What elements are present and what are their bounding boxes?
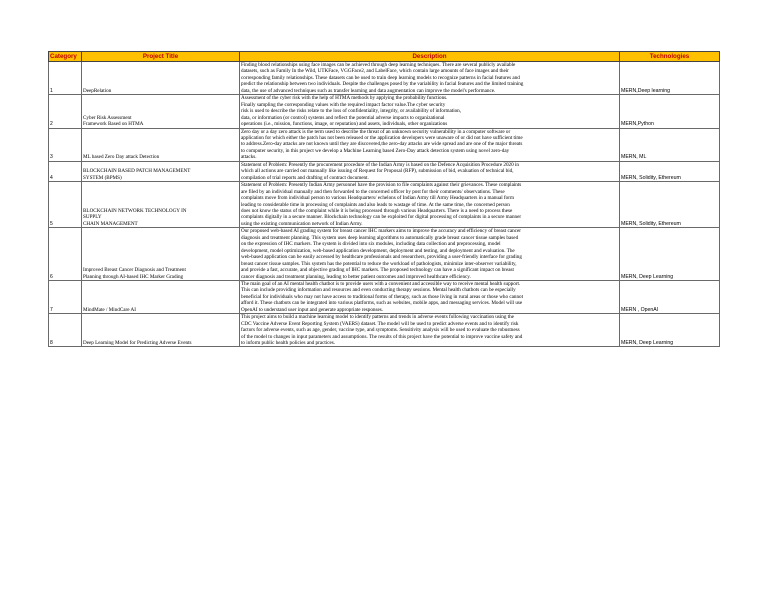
cell-description[interactable] xyxy=(240,280,620,313)
description-line: corresponding family relationships. These datasets can be used to train deep learning models to recognize patterns in facial features and xyxy=(241,74,520,81)
cell-description[interactable] xyxy=(240,182,620,228)
description-line: data, the use of advanced techniques such as transfer learning and data augmentation can improve the model's performance. xyxy=(241,87,496,94)
description-line: are filed by an individual manually and then forwarded to the concerned officer by post for their comments/ observations. These xyxy=(241,188,505,195)
cell-category[interactable]: 7 xyxy=(49,280,82,313)
header-description[interactable]: Description xyxy=(240,52,620,62)
cell-description[interactable] xyxy=(240,228,620,281)
description-line: complaints move from individual person to various Headquarters/ echelons of Indian Army till Army Headquarters in a manual form xyxy=(241,195,514,202)
cell-technologies[interactable]: MERN, Solidity, Ethereum xyxy=(620,161,720,181)
description-line: operations (i.e., mission, functions, image, or reputation) and assets, individuals, other organizations xyxy=(241,121,448,128)
table-row xyxy=(49,182,720,228)
description-line: The main goal of an AI mental health chatbot is to provide users with a convenient and accessible way to receive mental health support. xyxy=(241,280,521,287)
cell-project-title[interactable]: Deep Learning Model for Predicting Adverse Events xyxy=(82,314,240,347)
description-line: compilation of trial reports and drafting of contract document. xyxy=(241,174,369,181)
cell-category[interactable]: 4 xyxy=(49,161,82,181)
description-line: development, model optimization, web-based application development, deployment and testing, and deployment and evaluation. The xyxy=(241,247,515,254)
description-line: web-based application can be easily accessed by healthcare professionals and researchers, providing a user-friendly interface for grading xyxy=(241,254,522,261)
cell-project-title[interactable]: ML based Zero Day attack Detection xyxy=(82,128,240,161)
description-line: which all actions are carried out manually like issuing of Request for Proposal (RFP), submission of bid, evaluation of technical bid, xyxy=(241,168,514,175)
cell-project-title[interactable]: BLOCKCHAIN NETWORK TECHNOLOGY IN SUPPLY CHAIN MANAGEMENT xyxy=(82,182,240,228)
header-project-title[interactable]: Project Title xyxy=(82,52,240,62)
cell-technologies[interactable]: MERN,Python xyxy=(620,95,720,128)
cell-technologies[interactable]: MERN , OpenAI xyxy=(620,280,720,313)
description-line: breast cancer tissue samples. This system has the potential to reduce the workload of pathologists, minimize inter-observer variability, xyxy=(241,260,517,267)
table-row xyxy=(49,314,720,347)
cell-description[interactable] xyxy=(240,62,620,95)
description-line: Statement of Problem: Presently the procurement procedure of the Indian Army is based on the Defence Acquisition Procedure 2020 in xyxy=(241,161,519,168)
header-technologies[interactable]: Technologies xyxy=(620,52,720,62)
description-line: predict the relationship between two individuals. Despite the challenges posed by the variability in facial features and the limited training xyxy=(241,81,524,88)
description-line: diagnosis and treatment planning. This system uses deep learning algorithms to automatically grade breast cancer tissue samples based xyxy=(241,234,519,241)
cell-category[interactable]: 2 xyxy=(49,95,82,128)
cell-category[interactable]: 6 xyxy=(49,228,82,281)
description-line: on the expression of IHC markers. The system is divided into six modules, including data collection and preprocessing, model xyxy=(241,241,501,248)
description-line: Finally sampling the corresponding values with the required impact factor value.The cyber security xyxy=(241,101,446,108)
description-line: Zero day or a day zero attack is the term used to describe the threat of an unknown security vulnerability in a computer software or xyxy=(241,128,511,135)
description-line: risk is used to describe the risks relate to the loss of confidentiality, integrity, or availability of information, xyxy=(241,108,462,115)
cell-technologies[interactable]: MERN, ML xyxy=(620,128,720,161)
cell-description[interactable] xyxy=(240,314,620,347)
description-line: to inform public health policies and practices. xyxy=(241,340,336,347)
description-line: attacks. xyxy=(241,154,257,161)
cell-project-title[interactable]: Improved Breast Cancer Diagnosis and Treatment Planning through AI-based IHC Marker Grading xyxy=(82,228,240,281)
cell-category[interactable]: 3 xyxy=(49,128,82,161)
description-line: to computer security, in this project we develop a Machine Learning based Zero-Day attack detection system using novel zero-day xyxy=(241,147,510,154)
header-row xyxy=(49,52,720,62)
description-line: complaints digitally in a secure manner. Blockchain technology can be exploited for digital processing of complaints in a secure manner xyxy=(241,214,522,221)
description-line: and provide a fast, accurate, and objective grading of IHC markers. The proposed technology can have a significant impact on breast xyxy=(241,267,514,274)
table-row xyxy=(49,228,720,281)
description-line: Statement of Problem: Presently Indian Army personnel have the provision to file complaints against their grievances. These complaints xyxy=(241,182,522,189)
cell-technologies[interactable]: MERN,Deep learning xyxy=(620,62,720,95)
description-line: application for which either the patch has not been released or the application developers were unaware of or did not have sufficient time xyxy=(241,134,523,141)
cell-description[interactable] xyxy=(240,128,620,161)
description-line: This can include providing information and resources and even conducting therapy sessions. Mental health chatbots can be especially xyxy=(241,287,516,294)
description-line: factors for adverse events, such as age, gender, vaccine type, and symptoms. Sensitivity analysis will be used to evaluate the robustness xyxy=(241,327,520,334)
description-line: leading to considerable time in processing of complaints and also leads to wastage of time. At the same time, the concerned person xyxy=(241,201,510,208)
cell-technologies[interactable]: MERN, Deep Learning xyxy=(620,314,720,347)
table-row xyxy=(49,161,720,181)
table-row xyxy=(49,280,720,313)
cell-category[interactable]: 8 xyxy=(49,314,82,347)
description-line: beneficial for individuals who may not have access to traditional forms of therapy, such as those living in rural areas or those who cannot xyxy=(241,293,524,300)
description-line: Our proposed web-based AI grading system for breast cancer IHC markers aims to improve the accuracy and efficiency of breast cancer xyxy=(241,228,521,235)
description-line: cancer diagnosis and treatment planning, leading to better patient outcomes and improved healthcare efficiency. xyxy=(241,273,471,280)
cell-project-title[interactable]: BLOCKCHAIN BASED PATCH MANAGEMENT SYSTEM (BPMS) xyxy=(82,161,240,181)
table-row xyxy=(49,128,720,161)
cell-category[interactable]: 1 xyxy=(49,62,82,95)
cell-technologies[interactable]: MERN, Solidity, Ethereum xyxy=(620,182,720,228)
description-line: to address.Zero-day attacks are not known until they are discovered,the zero-day attacks are wide spread and are one of the major threats xyxy=(241,141,523,148)
header-category[interactable]: Category xyxy=(49,52,82,62)
cell-description[interactable] xyxy=(240,161,620,181)
table-row xyxy=(49,62,720,95)
description-line: Assessment of the cyber risk with the help of HTMA methods by applying the probability functions. xyxy=(241,95,448,102)
table-row xyxy=(49,95,720,128)
cell-category[interactable]: 5 xyxy=(49,182,82,228)
description-line: Finding blood relationships using face images can be achieved through deep learning techniques. There are several publicly available xyxy=(241,62,516,68)
cell-project-title[interactable]: Cyber Risk Assessment Framework Based on HTMA xyxy=(82,95,240,128)
description-line: using the existing communication network of Indian Army. xyxy=(241,220,363,227)
description-line: does not know the status of the complaint while it is being processed through various Headquarters. There is a need to process these xyxy=(241,207,513,214)
description-line: afford it. These chatbots can be integrated into various platforms, such as websites, mobile apps, and messaging services. Model will use xyxy=(241,300,523,307)
cell-project-title[interactable]: DeepRelation xyxy=(82,62,240,95)
description-line: OpenAI to understand user input and generate appropriate responses. xyxy=(241,306,384,313)
projects-table xyxy=(48,51,720,347)
description-line: of the model to changes in input parameters and assumptions. The results of this project have the potential to improve vaccine safety and xyxy=(241,333,523,340)
cell-description[interactable] xyxy=(240,95,620,128)
description-line: This project aims to build a machine learning model to identify patterns and trends in adverse events following vaccination using the xyxy=(241,314,514,321)
cell-technologies[interactable]: MERN, Deep Learning xyxy=(620,228,720,281)
description-line: datasets, such as Family In the Wild, UTKFace, VGGFace2, and LabelFace, which contain large amounts of face images and their xyxy=(241,68,509,75)
description-line: data, or information (or control) systems and reflect the potential adverse impacts to organizational xyxy=(241,114,445,121)
cell-project-title[interactable]: MindMate / MindCare AI xyxy=(82,280,240,313)
description-line: CDC Vaccine Adverse Event Reporting System (VAERS) dataset. The model will be used to predict adverse events and to identify risk xyxy=(241,320,519,327)
